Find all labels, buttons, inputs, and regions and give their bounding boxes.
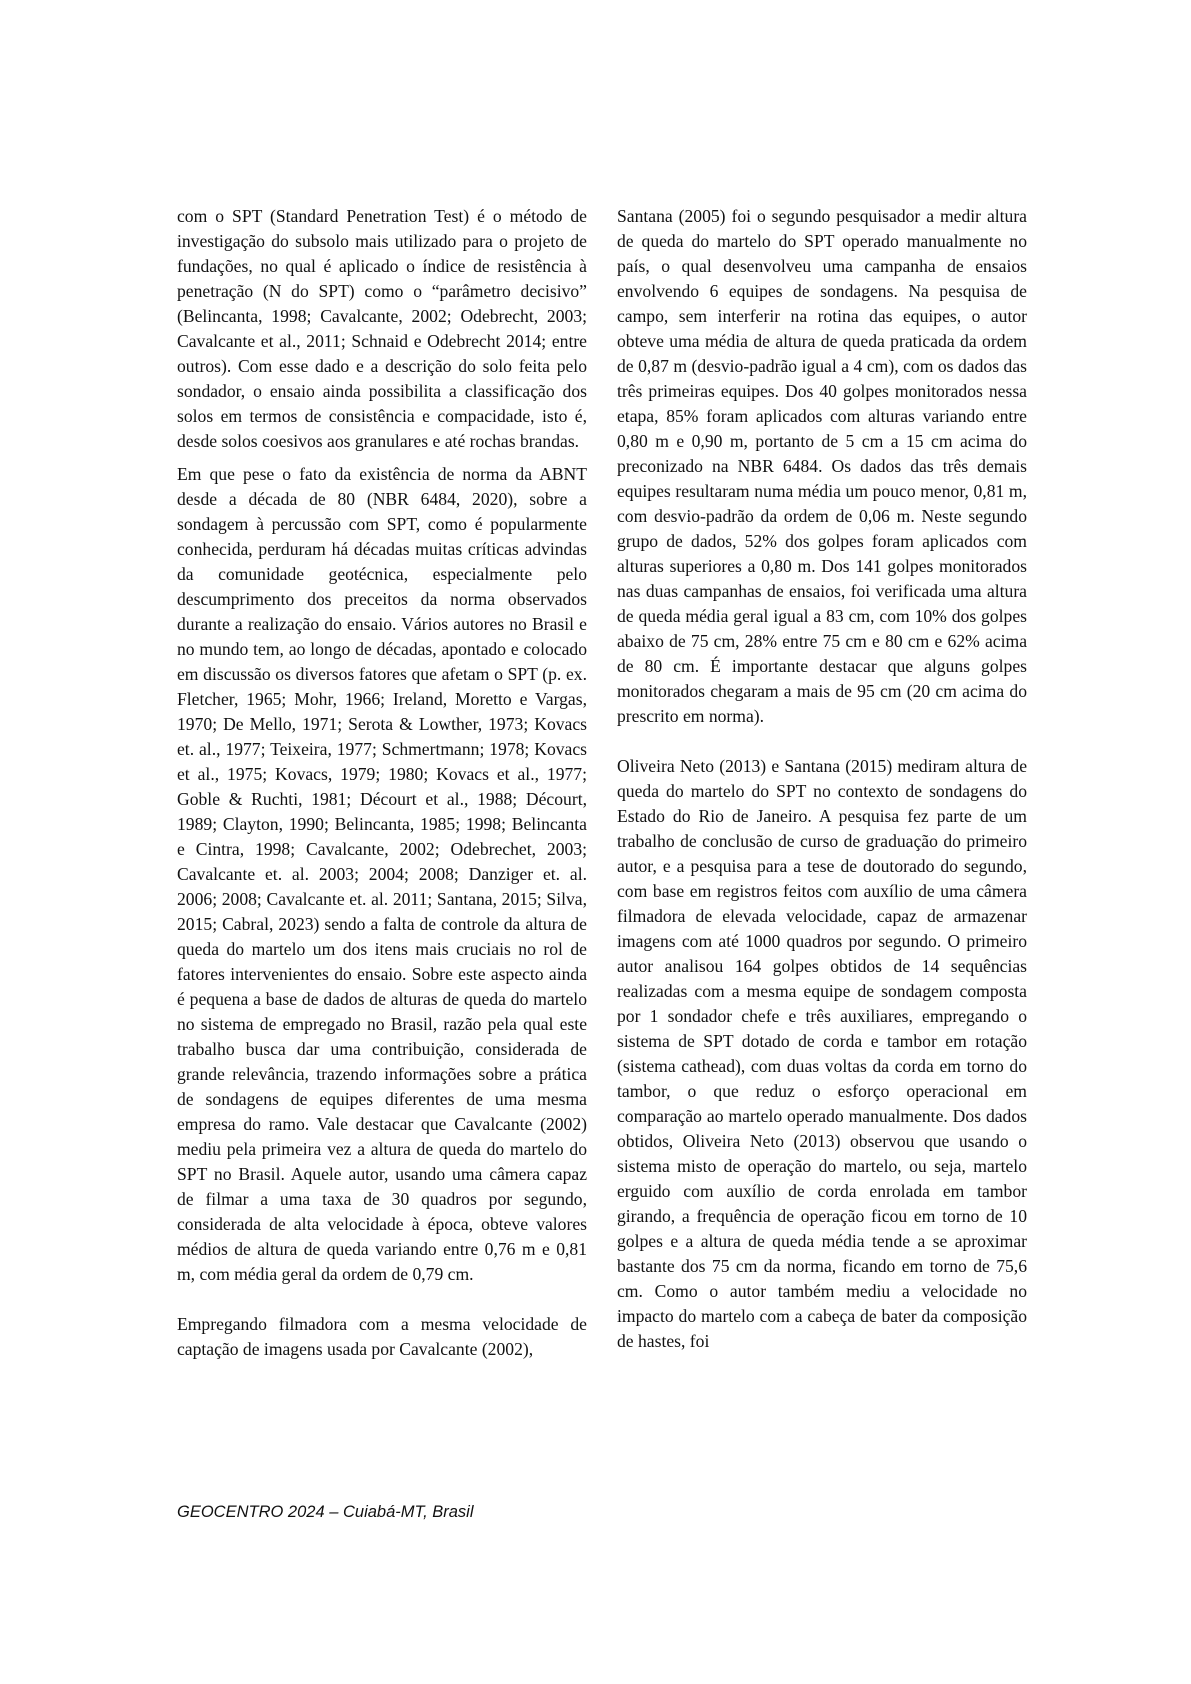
paragraph: Em que pese o fato da existência de norma da ABNT desde a década de 80 (NBR 6484, 2020), sobre a sondagem à percussão com SPT, como é popularmente conhecida, perduram há décadas muitas críticas advindas da comunidade geotécnica, especialmente pelo descumprimento dos preceitos da norma observados durante a realização do ensaio. Vários autores no Brasil e no mundo tem, ao longo de décadas, apontado e colocado em discussão os diversos fatores que afetam o SPT (p. ex. Fletcher, 1965; Mohr, 1966; Ireland, Moretto e Vargas, 1970; De Mello, 1971; Serota & Lowther, 1973; Kovacs et. al., 1977; Teixeira, 1977; Schmertmann; 1978; Kovacs et al., 1975; Kovacs, 1979; 1980; Kovacs et al., 1977; Goble & Ruchti, 1981; Décourt et al., 1988; Décourt, 1989; Clayton, 1990; Belincanta, 1985; 1998; Belincanta e Cintra, 1998; Cavalcante, 2002; Odebrechet, 2003; Cavalcante et. al. 2003; 2004; 2008; Danziger et. al. 2006; 2008; Cavalcante et. al. 2011; Santana, 2015; Silva, 2015; Cabral, 2023) sendo a falta de controle da altura de queda do martelo um dos itens mais cruciais no rol de fatores intervenientes do ensaio. Sobre este aspecto ainda é pequena a base de dados de alturas de queda do martelo no sistema de empregado no Brasil, razão pela qual este trabalho busca dar uma contribuição, considerada de grande relevância, trazendo informações sobre a prática de sondagens de equipes diferentes de uma mesma empresa do ramo. Vale destacar que Cavalcante (2002) mediu pela primeira vez a altura de queda do martelo do SPT no Brasil. Aquele autor, usando uma câmera capaz de filmar a uma taxa de 30 quadros por segundo, considerada de alta velocidade à época, obteve valores médios de altura de queda variando entre 0,76 m e 0,81 m, com média geral da ordem de 0,79 cm.: [177, 464, 587, 1284]
page-footer: GEOCENTRO 2024 – Cuiabá-MT, Brasil: [177, 1503, 474, 1521]
paragraph: Oliveira Neto (2013) e Santana (2015) mediram altura de queda do martelo do SPT no contexto de sondagens do Estado do Rio de Janeiro. A pesquisa fez parte de um trabalho de conclusão de curso de graduação do primeiro autor, e a pesquisa para a tese de doutorado do segundo, com base em registros feitos com auxílio de uma câmera filmadora de elevada velocidade, capaz de armazenar imagens com até 1000 quadros por segundo. O primeiro autor analisou 164 golpes obtidos de 14 sequências realizadas com a mesma equipe de sondagem composta por 1 sondador chefe e três auxiliares, empregando o sistema de SPT dotado de corda e tambor em rotação (sistema cathead), com duas voltas da corda em torno do tambor, o que reduz o esforço operacional em comparação ao martelo operado manualmente. Dos dados obtidos, Oliveira Neto (2013) observou que usando o sistema misto de operação do martelo, ou seja, martelo erguido com auxílio de corda enrolada em tambor girando, a frequência de operação ficou em torno de 10 golpes e a altura de queda média tende a se aproximar bastante dos 75 cm da norma, ficando em torno de 75,6 cm. Como o autor também mediu a velocidade no impacto do martelo com a cabeça de bater da composição de hastes, foi: [617, 756, 1027, 1351]
paragraph: com o SPT (Standard Penetration Test) é o método de investigação do subsolo mais utilizado para o projeto de fundações, no qual é aplicado o índice de resistência à penetração (N do SPT) como o “parâmetro decisivo” (Belincanta, 1998; Cavalcante, 2002; Odebrecht, 2003; Cavalcante et al., 2011; Schnaid e Odebrecht 2014; entre outros). Com esse dado e a descrição do solo feita pelo sondador, o ensaio ainda possibilita a classificação dos solos em termos de consistência e compacidade, isto é, desde solos coesivos aos granulares e até rochas brandas.: [177, 206, 587, 451]
right-column: [617, 204, 1027, 1354]
paragraph: Santana (2005) foi o segundo pesquisador a medir altura de queda do martelo do SPT operado manualmente no país, o qual desenvolveu uma campanha de ensaios envolvendo 6 equipes de sondagens. Na pesquisa de campo, sem interferir na rotina das equipes, o autor obteve uma média de altura de queda praticada da ordem de 0,87 m (desvio-padrão igual a 4 cm), com os dados das três primeiras equipes. Dos 40 golpes monitorados nessa etapa, 85% foram aplicados com alturas variando entre 0,80 m e 0,90 m, portanto de 5 cm a 15 cm acima do preconizado na NBR 6484. Os dados das três demais equipes resultaram numa média um pouco menor, 0,81 m, com desvio-padrão da ordem de 0,06 m. Neste segundo grupo de dados, 52% dos golpes foram aplicados com alturas superiores a 0,80 m. Dos 141 golpes monitorados nas duas campanhas de ensaios, foi verificada uma altura de queda média geral igual a 83 cm, com 10% dos golpes abaixo de 75 cm, 28% entre 75 cm e 80 cm e 62% acima de 80 cm. É importante destacar que alguns golpes monitorados chegaram a mais de 95 cm (20 cm acima do prescrito em norma).: [617, 206, 1027, 726]
paragraph: Empregando filmadora com a mesma velocidade de captação de imagens usada por Cavalcante (2002),: [177, 1314, 587, 1359]
left-column: [177, 204, 587, 1362]
